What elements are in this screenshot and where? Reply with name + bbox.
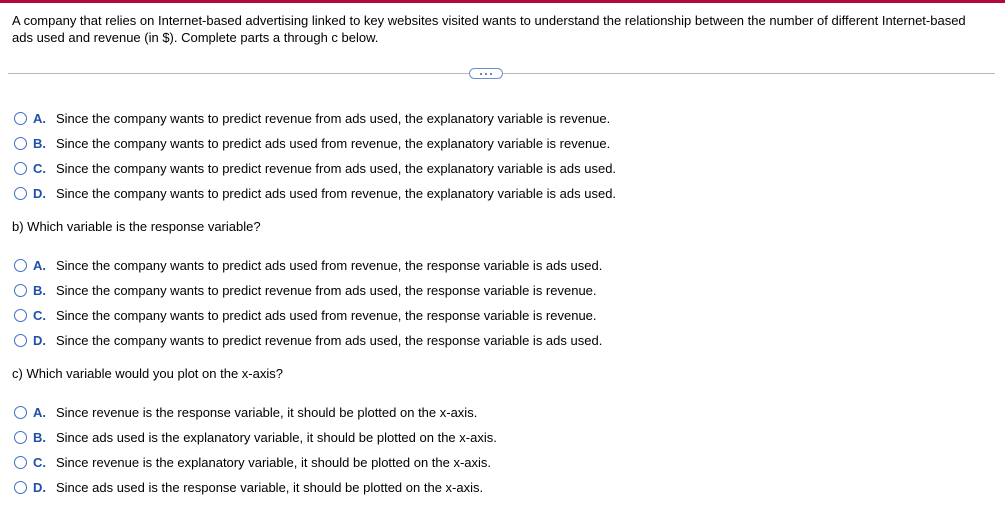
option-text: Since ads used is the response variable, it should be plotted on the x-axis. (56, 480, 484, 495)
part-a-options (14, 106, 616, 206)
part-b-option-b[interactable] (14, 278, 602, 303)
question-stem: A company that relies on Internet-based advertising linked to key websites visited wants to understand the relationship between the number of different Internet-based ads used and revenue (in $). Complete parts a through c below. (12, 13, 966, 45)
radio-button[interactable] (14, 309, 27, 322)
option-letter: C. (33, 308, 46, 323)
part-a-option-c[interactable] (14, 156, 616, 181)
ellipsis-icon (480, 73, 482, 75)
part-b-option-a[interactable] (14, 253, 602, 278)
option-text: Since the company wants to predict revenue from ads used, the explanatory variable is ads used. (56, 161, 617, 176)
radio-button[interactable] (14, 284, 27, 297)
option-text: Since ads used is the explanatory variable, it should be plotted on the x-axis. (56, 430, 497, 445)
expand-more-button[interactable] (469, 68, 503, 79)
radio-button[interactable] (14, 187, 27, 200)
radio-button[interactable] (14, 456, 27, 469)
part-b-options (14, 253, 602, 353)
part-c-option-b[interactable] (14, 425, 497, 450)
option-text: Since the company wants to predict revenue from ads used, the explanatory variable is revenue. (56, 111, 611, 126)
radio-button[interactable] (14, 481, 27, 494)
part-a-option-b[interactable] (14, 131, 616, 156)
option-text: Since the company wants to predict ads used from revenue, the explanatory variable is ads used. (56, 186, 617, 201)
option-letter: C. (33, 455, 46, 470)
option-letter: A. (33, 111, 46, 126)
option-text: Since the company wants to predict ads used from revenue, the response variable is revenue. (56, 308, 597, 323)
part-b-option-c[interactable] (14, 303, 602, 328)
ellipsis-dot (490, 73, 492, 75)
radio-button[interactable] (14, 259, 27, 272)
radio-button[interactable] (14, 162, 27, 175)
option-text: Since revenue is the explanatory variable, it should be plotted on the x-axis. (56, 455, 492, 470)
ellipsis-dot (485, 73, 487, 75)
option-letter: A. (33, 405, 46, 420)
part-c-option-a[interactable] (14, 400, 497, 425)
option-letter: B. (33, 283, 46, 298)
part-c-options (14, 400, 497, 500)
option-letter: B. (33, 136, 46, 151)
part-c-question: c) Which variable would you plot on the x-axis? (12, 366, 283, 381)
option-letter: A. (33, 258, 46, 273)
part-a-option-a[interactable] (14, 106, 616, 131)
radio-button[interactable] (14, 431, 27, 444)
option-text: Since the company wants to predict revenue from ads used, the response variable is ads used. (56, 333, 603, 348)
top-accent-bar (0, 0, 1005, 3)
option-text: Since the company wants to predict revenue from ads used, the response variable is revenue. (56, 283, 597, 298)
option-letter: C. (33, 161, 46, 176)
option-letter: D. (33, 333, 46, 348)
option-letter: D. (33, 480, 46, 495)
option-text: Since the company wants to predict ads used from revenue, the response variable is ads used. (56, 258, 603, 273)
option-text: Since revenue is the response variable, it should be plotted on the x-axis. (56, 405, 478, 420)
radio-button[interactable] (14, 137, 27, 150)
part-c-option-c[interactable] (14, 450, 497, 475)
radio-button[interactable] (14, 334, 27, 347)
part-b-option-d[interactable] (14, 328, 602, 353)
option-text: Since the company wants to predict ads used from revenue, the explanatory variable is revenue. (56, 136, 611, 151)
part-c-option-d[interactable] (14, 475, 497, 500)
radio-button[interactable] (14, 406, 27, 419)
option-letter: B. (33, 430, 46, 445)
option-letter: D. (33, 186, 46, 201)
part-b-question: b) Which variable is the response variable? (12, 219, 261, 234)
radio-button[interactable] (14, 112, 27, 125)
part-a-option-d[interactable] (14, 181, 616, 206)
